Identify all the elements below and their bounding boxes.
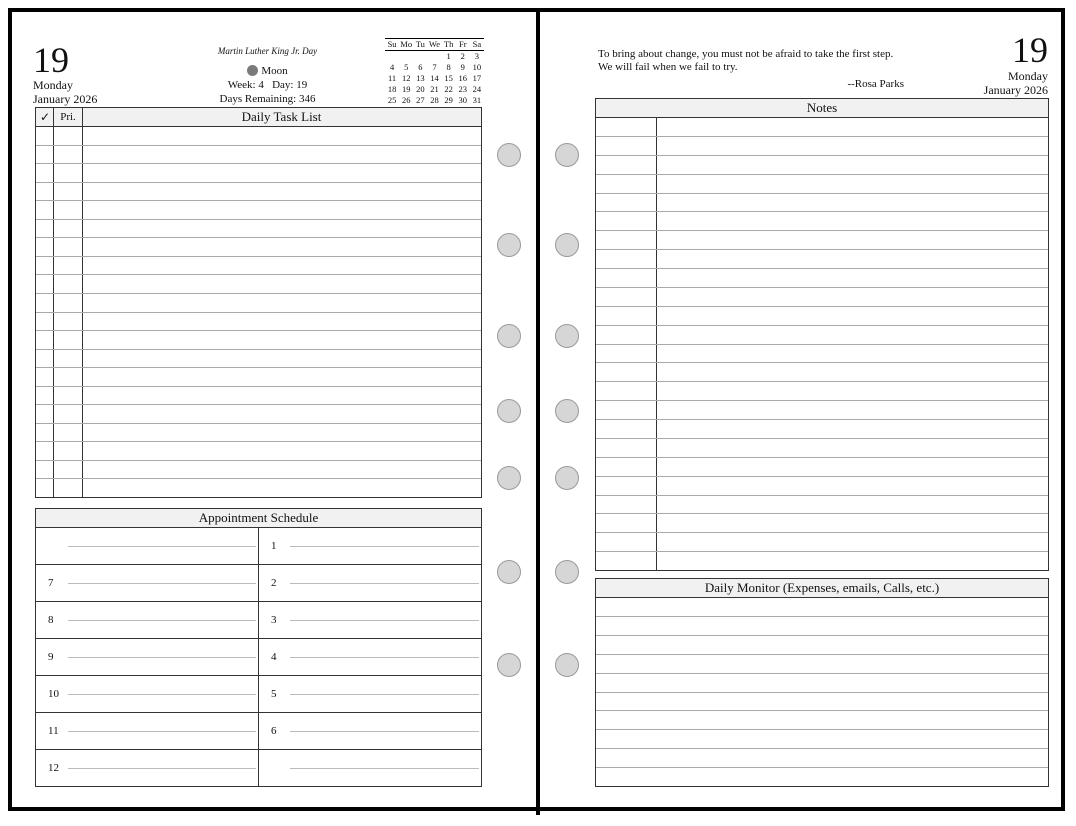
appointment-row-divider [36, 712, 481, 713]
monitor-row-line [596, 616, 1048, 617]
notes-title: Notes [596, 99, 1048, 118]
appointment-write-line [290, 546, 479, 547]
notes-row-line [596, 438, 1048, 439]
moon-icon [247, 65, 258, 76]
notes-row-line [596, 400, 1048, 401]
notes-row-line [596, 287, 1048, 288]
monitor-row-line [596, 748, 1048, 749]
appointment-write-line [290, 694, 479, 695]
quote-line-2: We will fail when we fail to try. [598, 61, 738, 73]
notes-row-line [596, 268, 1048, 269]
right-weekday: Monday [1008, 69, 1048, 83]
task-row-line [36, 460, 481, 461]
check-column-header: ✓ [39, 110, 51, 124]
punch-hole [555, 653, 579, 677]
right-month-year: January 2026 [983, 83, 1048, 97]
monitor-row-line [596, 729, 1048, 730]
appointment-row-divider [36, 749, 481, 750]
task-row-line [36, 478, 481, 479]
punch-hole [555, 466, 579, 490]
calendar-day: 17 [472, 73, 482, 83]
calendar-week [385, 51, 484, 63]
task-row-line [36, 182, 481, 183]
notes-row-line [596, 174, 1048, 175]
punch-hole [497, 560, 521, 584]
check-column-divider [53, 108, 54, 497]
punch-hole [497, 653, 521, 677]
punch-hole [555, 143, 579, 167]
appointment-hour-label: 11 [48, 724, 59, 737]
notes-row-line [596, 211, 1048, 212]
notes-row-line [596, 325, 1048, 326]
notes-row-line [596, 230, 1048, 231]
appointment-write-line [68, 546, 256, 547]
calendar-day [427, 51, 441, 63]
calendar-day: 19 [401, 84, 411, 94]
appointment-hour-label: 1 [271, 539, 277, 552]
punch-hole [555, 324, 579, 348]
calendar-day: 1 [446, 51, 451, 61]
appointment-schedule-title: Appointment Schedule [36, 509, 481, 528]
calendar-day: 7 [432, 62, 437, 72]
appointment-hour-label: 4 [271, 650, 277, 663]
calendar-day: 12 [401, 73, 411, 83]
punch-hole [497, 399, 521, 423]
calendar-week [385, 95, 484, 106]
calendar-weekday-we: We [428, 39, 441, 49]
task-row-line [36, 237, 481, 238]
moon-phase [190, 65, 345, 77]
appointment-hour-label: 9 [48, 650, 54, 663]
appointment-hour-label: 2 [271, 576, 277, 589]
calendar-weekday-su: Su [385, 39, 399, 51]
appointment-write-line [290, 768, 479, 769]
calendar-day: 10 [472, 62, 482, 72]
notes-row-line [596, 476, 1048, 477]
daily-monitor [595, 578, 1049, 787]
appointment-write-line [68, 694, 256, 695]
calendar-day: 18 [387, 84, 397, 94]
left-month-year: January 2026 [33, 92, 98, 106]
punch-hole [555, 399, 579, 423]
notes-row-line [596, 362, 1048, 363]
priority-column-header: Pri. [60, 111, 76, 123]
punch-hole [555, 560, 579, 584]
calendar-day: 21 [430, 84, 439, 94]
calendar-day: 31 [472, 95, 482, 105]
calendar-day: 16 [458, 73, 468, 83]
calendar-day: 5 [404, 62, 409, 72]
appointment-hour-label: 7 [48, 576, 54, 589]
task-row-line [36, 145, 481, 146]
calendar-day: 3 [474, 51, 480, 61]
appointment-write-line [290, 657, 479, 658]
left-weekday: Monday [33, 78, 73, 92]
appointment-hour-label: 3 [271, 613, 277, 626]
monitor-row-line [596, 654, 1048, 655]
monitor-row-line [596, 673, 1048, 674]
appointment-write-line [68, 583, 256, 584]
daily-monitor-title: Daily Monitor (Expenses, emails, Calls, etc.) [596, 579, 1048, 598]
calendar-day [385, 51, 399, 63]
punch-hole [497, 466, 521, 490]
punch-hole [497, 324, 521, 348]
quote-line-1: To bring about change, you must not be afraid to take the first step. [598, 48, 894, 60]
calendar-weekday-mo: Mo [400, 39, 413, 49]
calendar-weekday-fr: Fr [456, 39, 470, 51]
notes-row-line [596, 306, 1048, 307]
appointment-row-divider [36, 601, 481, 602]
calendar-week [385, 84, 484, 95]
calendar-day: 29 [444, 95, 453, 105]
punch-hole [497, 233, 521, 257]
appointment-row-divider [36, 638, 481, 639]
appointment-write-line [290, 583, 479, 584]
monitor-row-line [596, 635, 1048, 636]
calendar-day: 25 [387, 95, 397, 105]
appointment-row-divider [36, 675, 481, 676]
task-row-line [36, 219, 481, 220]
task-row-line [36, 367, 481, 368]
notes-row-line [596, 532, 1048, 533]
calendar-day: 20 [416, 84, 425, 94]
punch-hole [497, 143, 521, 167]
calendar-day: 2 [460, 51, 465, 61]
notes-row-line [596, 551, 1048, 552]
appointment-write-line [68, 620, 256, 621]
moon-label: Moon [261, 65, 288, 77]
notes-row-line [596, 513, 1048, 514]
task-row-line [36, 330, 481, 331]
appointment-hour-label: 12 [48, 761, 59, 774]
calendar-weekday-sa: Sa [470, 39, 484, 51]
task-row-line [36, 404, 481, 405]
notes-row-line [596, 155, 1048, 156]
task-row-line [36, 256, 481, 257]
notes-row-line [596, 344, 1048, 345]
appointment-write-line [68, 657, 256, 658]
notes-row-line [596, 381, 1048, 382]
calendar-week [385, 73, 484, 84]
task-row-line [36, 163, 481, 164]
days-remaining: Days Remaining: 346 [219, 93, 316, 105]
calendar-day: 15 [444, 73, 453, 83]
appointment-hour-label: 10 [48, 687, 59, 700]
calendar-day: 22 [444, 84, 453, 94]
task-list-title: Daily Task List [241, 109, 322, 124]
appointment-hour-label: 6 [271, 724, 277, 737]
monitor-row-line [596, 710, 1048, 711]
calendar-day: 26 [401, 95, 411, 105]
task-row-line [36, 293, 481, 294]
notes-row-line [596, 419, 1048, 420]
task-row-line [36, 274, 481, 275]
calendar-day: 4 [389, 62, 395, 72]
calendar-week [385, 62, 484, 73]
appointment-write-line [290, 620, 479, 621]
holiday-label: Martin Luther King Jr. Day [217, 46, 318, 56]
calendar-day: 8 [446, 62, 451, 72]
calendar-weekday-tu: Tu [413, 39, 427, 51]
task-row-line [36, 441, 481, 442]
calendar-day: 27 [416, 95, 425, 105]
appointment-hour-label: 5 [271, 687, 277, 700]
priority-column-divider [82, 108, 83, 497]
calendar-day: 11 [387, 73, 397, 83]
punch-hole [555, 233, 579, 257]
calendar-day [399, 51, 413, 63]
notes-row-line [596, 495, 1048, 496]
calendar-day: 9 [460, 62, 465, 72]
appointment-hour-label: 8 [48, 613, 54, 626]
appointment-schedule [35, 508, 482, 787]
calendar-day [413, 51, 427, 63]
appointment-write-line [290, 731, 479, 732]
notes-row-line [596, 249, 1048, 250]
notes-row-line [596, 457, 1048, 458]
task-row-line [36, 200, 481, 201]
calendar-weekday-th: Th [442, 39, 456, 51]
page-spine [536, 8, 540, 815]
appointment-row-divider [36, 564, 481, 565]
week-day-info: Week: 4 Day: 19 [227, 79, 308, 91]
monitor-row-line [596, 767, 1048, 768]
calendar-day: 13 [416, 73, 425, 83]
notes-row-line [596, 193, 1048, 194]
calendar-day: 23 [458, 84, 468, 94]
appointment-write-line [68, 731, 256, 732]
task-row-line [36, 349, 481, 350]
calendar-day: 24 [472, 84, 482, 94]
appointment-write-line [68, 768, 256, 769]
notes-section [595, 98, 1049, 571]
appointment-column-divider [258, 527, 259, 786]
task-row-line [36, 386, 481, 387]
calendar-day: 6 [418, 62, 423, 72]
task-row-line [36, 423, 481, 424]
calendar-day: 28 [430, 95, 439, 105]
left-day-number: 19 [33, 40, 69, 80]
daily-task-list [35, 107, 482, 498]
right-day-number: 19 [1012, 30, 1048, 70]
calendar-day: 14 [430, 73, 439, 83]
mini-calendar [385, 38, 484, 106]
task-row-line [36, 312, 481, 313]
monitor-row-line [596, 692, 1048, 693]
notes-row-line [596, 136, 1048, 137]
calendar-day: 30 [458, 95, 468, 105]
quote-author: --Rosa Parks [847, 78, 904, 90]
